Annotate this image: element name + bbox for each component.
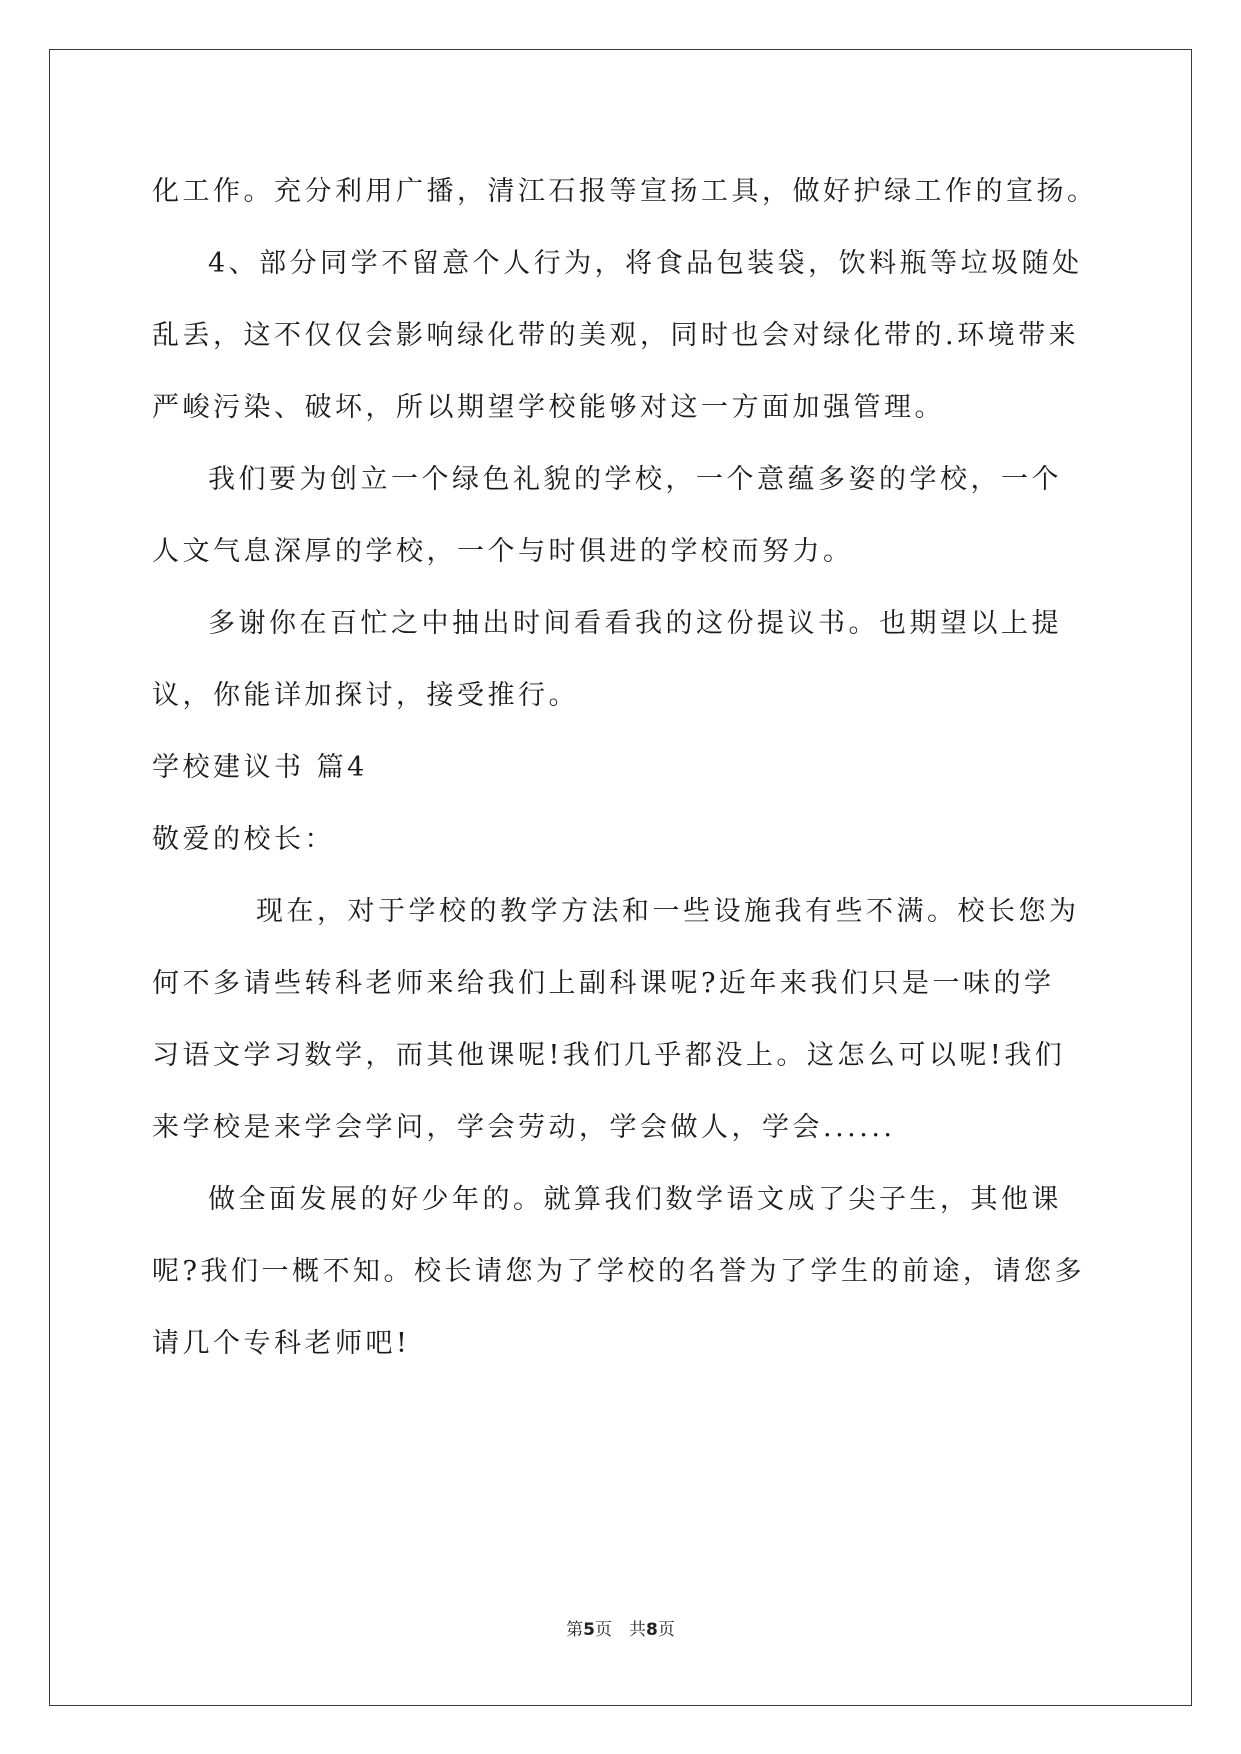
- body-line: 现在，对于学校的教学方法和一些设施我有些不满。校长您为: [256, 896, 1080, 927]
- salutation: 敬爱的校长：: [152, 824, 335, 855]
- total-page-number: 8: [646, 1620, 658, 1640]
- body-line: 乱丢，这不仅仅会影响绿化带的美观，同时也会对绿化带的.环境带来: [152, 320, 1080, 351]
- body-line: 做全面发展的好少年的。就算我们数学语文成了尖子生，其他课: [208, 1184, 1062, 1215]
- page-prefix: 第: [566, 1620, 584, 1640]
- body-line: 多谢你在百忙之中抽出时间看看我的这份提议书。也期望以上提: [208, 608, 1062, 639]
- body-line: 习语文学习数学，而其他课呢!我们几乎都没上。这怎么可以呢!我们: [152, 1040, 1066, 1071]
- body-line: 何不多请些转科老师来给我们上副科课呢?近年来我们只是一味的学: [152, 968, 1055, 999]
- page-suffix: 页: [657, 1620, 675, 1640]
- body-line: 请几个专科老师吧!: [152, 1328, 411, 1359]
- body-line: 化工作。充分利用广播，清江石报等宣扬工具，做好护绿工作的宣扬。: [152, 176, 1098, 207]
- body-line: 4、部分同学不留意个人行为，将食品包装袋，饮料瓶等垃圾随处: [208, 248, 1083, 279]
- page-number: [0, 1618, 1241, 1642]
- body-line: 来学校是来学会学问，学会劳动，学会做人，学会......: [152, 1112, 896, 1143]
- body-line: 议，你能详加探讨，接受推行。: [152, 680, 579, 711]
- section-heading: 学校建议书 篇4: [152, 752, 368, 783]
- current-page-number: 5: [583, 1620, 595, 1640]
- page-border: [49, 49, 1192, 1706]
- body-line: 我们要为创立一个绿色礼貌的学校，一个意蕴多姿的学校，一个: [208, 464, 1062, 495]
- page-separator: 页 共: [595, 1620, 646, 1640]
- body-line: 严峻污染、破坏，所以期望学校能够对这一方面加强管理。: [152, 392, 945, 423]
- body-line: 人文气息深厚的学校，一个与时俱进的学校而努力。: [152, 536, 854, 567]
- body-line: 呢?我们一概不知。校长请您为了学校的名誉为了学生的前途，请您多: [152, 1256, 1085, 1287]
